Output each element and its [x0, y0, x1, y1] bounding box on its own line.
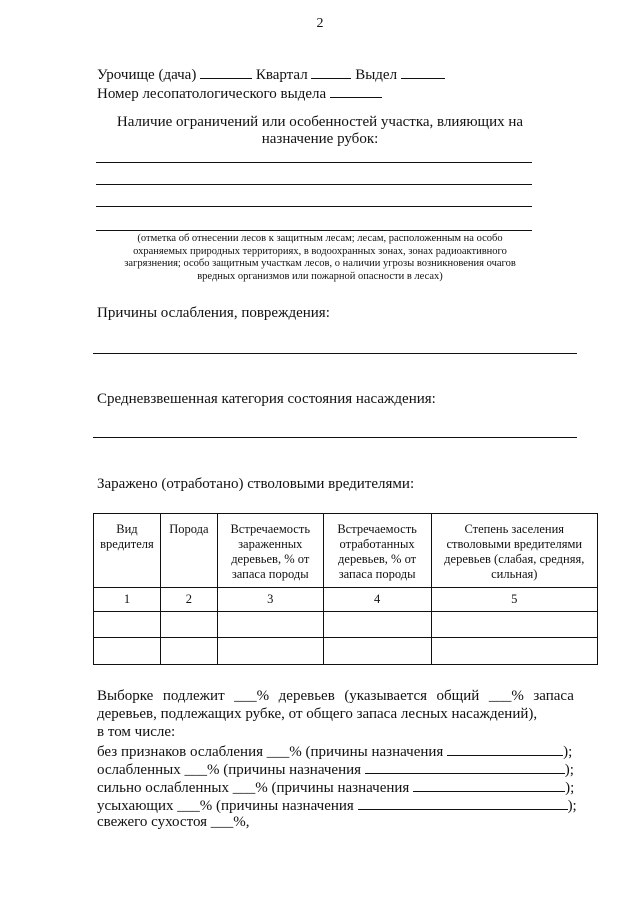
table-cell[interactable] — [323, 638, 431, 665]
table-header-row — [94, 514, 598, 588]
table-cell[interactable] — [217, 612, 323, 638]
col-number-2: 2 — [160, 588, 217, 612]
restrictions-note — [60, 233, 580, 283]
table-cell[interactable] — [94, 612, 161, 638]
table-cell[interactable] — [431, 612, 597, 638]
weakened-reason-field[interactable] — [365, 760, 565, 774]
plot-label: Выдел — [355, 67, 398, 83]
quarter-field[interactable] — [311, 65, 351, 79]
healthy-label: без признаков ослабления ___% (причины назначения — [97, 744, 444, 760]
word: общий — [436, 688, 480, 704]
col-header-infestation-degree: Степень заселения стволовыми вредителями деревьев (слабая, средняя, сильная) — [431, 514, 597, 588]
dying-line — [97, 796, 577, 815]
restrictions-line-1[interactable] — [96, 162, 532, 163]
word: подлежит — [162, 688, 225, 704]
tract-label: Урочище (дача) — [97, 67, 197, 83]
table-cell[interactable] — [431, 638, 597, 665]
col-number-3: 3 — [217, 588, 323, 612]
tract-field[interactable] — [200, 65, 252, 79]
condition-category-label: Средневзвешенная категория состояния насаждения: — [97, 391, 436, 407]
pests-table — [93, 513, 598, 665]
note-line-2: охраняемых природных территориях, в водоохранных зонах, зонах радиоактивного — [133, 245, 507, 257]
col-header-abandoned: Встречаемость отработанных деревьев, % от запаса породы — [323, 514, 431, 588]
restrictions-line-2[interactable] — [96, 184, 532, 185]
header-line-1 — [97, 65, 445, 84]
restrictions-line-4[interactable] — [96, 230, 532, 231]
restrictions-heading-1: Наличие ограничений или особенностей участка, влияющих на — [116, 114, 524, 130]
selection-line-1 — [97, 688, 574, 705]
note-line-4: вредных организмов или пожарной опасности в лесах) — [197, 270, 443, 282]
table-cell[interactable] — [217, 638, 323, 665]
col-header-species: Порода — [160, 514, 217, 588]
col-number-5: 5 — [431, 588, 597, 612]
total-percent-field[interactable]: ___% — [234, 688, 270, 704]
weakened-label: ослабленных ___% (причины назначения — [97, 762, 362, 778]
col-number-4: 4 — [323, 588, 431, 612]
col-number-1: 1 — [94, 588, 161, 612]
close-paren: ); — [565, 780, 575, 796]
note-line-1: (отметка об отнесении лесов к защитным лесам; лесам, расположенным на особо — [137, 233, 503, 244]
dying-reason-field[interactable] — [358, 796, 568, 810]
table-cell[interactable] — [160, 612, 217, 638]
plot-field[interactable] — [401, 65, 445, 79]
weakened-line — [97, 760, 574, 779]
page-number: 2 — [316, 16, 324, 31]
severely-weakened-line — [97, 778, 574, 797]
damage-causes-line[interactable] — [93, 353, 577, 354]
pathology-plot-field[interactable] — [330, 84, 382, 98]
close-paren: ); — [564, 762, 574, 778]
col-header-pest-species: Вид вредителя — [94, 514, 161, 588]
healthy-line — [97, 742, 572, 761]
selection-line-3: в том числе: — [97, 724, 176, 740]
severely-weakened-reason-field[interactable] — [413, 778, 565, 792]
word: запаса — [533, 688, 574, 704]
col-header-infected: Встречаемость зараженных деревьев, % от запаса породы — [217, 514, 323, 588]
fresh-deadwood-line: свежего сухостоя ___%, — [97, 814, 250, 830]
dying-label: усыхающих ___% (причины назначения — [97, 798, 354, 814]
stock-percent-field[interactable]: ___% — [488, 688, 524, 704]
close-paren: ); — [563, 744, 573, 760]
table-cell[interactable] — [160, 638, 217, 665]
table-row — [94, 638, 598, 665]
restrictions-line-3[interactable] — [96, 206, 532, 207]
severely-weakened-label: сильно ослабленных ___% (причины назначения — [97, 780, 410, 796]
restrictions-heading-2: назначение рубок: — [261, 131, 379, 147]
table-cell[interactable] — [94, 638, 161, 665]
note-line-3: загрязнения; особо защитным участкам лесов, о наличии угрозы возникновения очагов — [124, 258, 516, 269]
close-paren: ); — [567, 798, 577, 814]
word: Выборке — [97, 688, 154, 704]
quarter-label: Квартал — [255, 67, 308, 83]
word: (указывается — [344, 688, 428, 704]
pathology-plot-label: Номер лесопатологического выдела — [97, 86, 327, 102]
header-line-2 — [97, 84, 382, 103]
selection-line-2: деревьев, подлежащих рубке, от общего запаса лесных насаждений), — [97, 706, 538, 722]
table-row — [94, 612, 598, 638]
table-cell[interactable] — [323, 612, 431, 638]
damage-causes-label: Причины ослабления, повреждения: — [97, 305, 330, 321]
healthy-reason-field[interactable] — [447, 742, 563, 756]
word: деревьев — [278, 688, 335, 704]
table-number-row — [94, 588, 598, 612]
pests-heading: Заражено (отработано) стволовыми вредителями: — [97, 476, 415, 492]
condition-category-line[interactable] — [93, 437, 577, 438]
